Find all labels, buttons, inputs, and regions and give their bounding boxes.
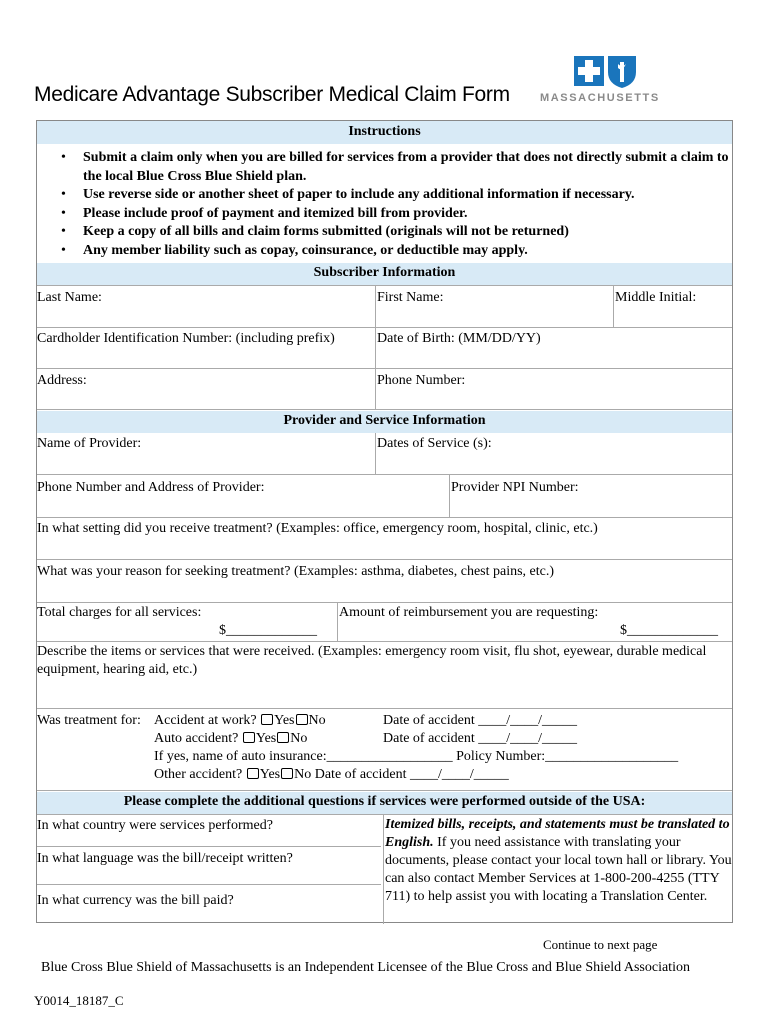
- phone-number-field[interactable]: Phone Number:: [377, 373, 466, 388]
- treatment-setting-field[interactable]: In what setting did you receive treatment? (Examples: office, emergency room, hospital, clinic, etc.): [37, 521, 598, 536]
- instructions-heading: Instructions: [37, 121, 732, 144]
- subscriber-heading: Subscriber Information: [37, 263, 732, 285]
- translation-note: [385, 816, 733, 906]
- auto-accident-no-checkbox[interactable]: [277, 732, 289, 743]
- licensee-statement: Blue Cross Blue Shield of Massachusetts is an Independent Licensee of the Blue Cross and Blue Shield Association: [41, 960, 690, 975]
- auto-accident-label: Auto accident?: [154, 731, 239, 746]
- instruction-item: • Use reverse side or another sheet of paper to include any additional information if necessary.: [61, 186, 731, 205]
- bill-currency-field[interactable]: In what currency was the bill paid?: [37, 893, 234, 908]
- bill-language-field[interactable]: In what language was the bill/receipt written?: [37, 851, 293, 866]
- treatment-for-label: Was treatment for:: [37, 713, 141, 728]
- yes-label: Yes: [274, 713, 295, 728]
- auto-accident-date-field[interactable]: Date of accident ____/____/_____: [383, 731, 578, 746]
- date-of-birth-field[interactable]: Date of Birth: (MM/DD/YY): [377, 331, 541, 346]
- instruction-item: • Please include proof of payment and itemized bill from provider.: [61, 205, 731, 224]
- middle-initial-field[interactable]: Middle Initial:: [615, 290, 697, 305]
- total-charges-label: Total charges for all services:: [37, 605, 202, 620]
- no-label: No: [294, 767, 312, 782]
- work-accident-label: Accident at work?: [154, 713, 257, 728]
- other-accident-yes-checkbox[interactable]: [247, 768, 259, 779]
- last-name-field[interactable]: Last Name:: [37, 290, 102, 305]
- instruction-item: • Keep a copy of all bills and claim forms submitted (originals will not be returned): [61, 223, 731, 242]
- no-label: No: [290, 731, 308, 746]
- form-title: Medicare Advantage Subscriber Medical Claim Form: [34, 83, 510, 106]
- other-accident-label: Other accident?: [154, 767, 243, 782]
- instruction-item: • Any member liability such as copay, coinsurance, or deductible may apply.: [61, 242, 731, 261]
- work-accident-date-field[interactable]: Date of accident ____/____/_____: [383, 713, 578, 728]
- other-accident-no-checkbox[interactable]: [281, 768, 293, 779]
- bcbs-logo: [540, 54, 670, 106]
- dates-of-service-field[interactable]: Dates of Service (s):: [377, 436, 492, 451]
- claim-form: [36, 120, 733, 923]
- other-accident-date-field[interactable]: Date of accident ____/____/_____: [314, 767, 509, 782]
- reimbursement-label: Amount of reimbursement you are requesting:: [339, 605, 599, 620]
- services-description-field[interactable]: Describe the items or services that were received. (Examples: emergency room visit, flu shot, eyewear, durable medical equipment, hearing aid, etc.): [37, 644, 707, 677]
- instructions-list: [61, 149, 731, 260]
- yes-label: Yes: [259, 767, 281, 782]
- instruction-item: • Submit a claim only when you are billed for services from a provider that does not directly submit a claim to the local Blue Cross Blue Shield plan.: [61, 149, 731, 186]
- logo-text: MASSACHUSETTS: [540, 92, 660, 104]
- cross-shield-logo-icon: [574, 54, 638, 88]
- treatment-reason-field[interactable]: What was your reason for seeking treatment? (Examples: asthma, diabetes, chest pains, etc.): [37, 564, 555, 579]
- service-country-field[interactable]: In what country were services performed?: [37, 818, 273, 833]
- outside-usa-heading: Please complete the additional questions if services were performed outside of the USA:: [37, 792, 732, 814]
- work-accident-no-checkbox[interactable]: [296, 714, 308, 725]
- provider-heading: Provider and Service Information: [37, 411, 732, 433]
- reimbursement-input[interactable]: $_____________: [620, 623, 718, 638]
- provider-npi-field[interactable]: Provider NPI Number:: [451, 480, 579, 495]
- address-field[interactable]: Address:: [37, 373, 87, 388]
- translation-note-text: If you need assistance with translating your documents, please contact your local town hall or library. You can also contact Member Services at 1-800-200-4255 (TTY 711) to help assist you with locating a Translation Center.: [385, 835, 732, 904]
- total-charges-input[interactable]: $_____________: [219, 623, 317, 638]
- other-accident-row: [154, 766, 509, 783]
- translation-note-emphasis: Itemized bills, receipts, and statements must be translated to English.: [385, 817, 730, 850]
- cardholder-id-field[interactable]: Cardholder Identification Number: (including prefix): [37, 331, 335, 346]
- yes-label: Yes: [255, 731, 277, 746]
- no-label: No: [308, 713, 326, 728]
- provider-phone-address-field[interactable]: Phone Number and Address of Provider:: [37, 480, 265, 495]
- provider-name-field[interactable]: Name of Provider:: [37, 436, 142, 451]
- continue-note: Continue to next page: [543, 937, 658, 952]
- auto-insurance-field[interactable]: If yes, name of auto insurance:__________________ Policy Number:___________________: [154, 749, 679, 764]
- work-accident-row: [154, 712, 326, 729]
- work-accident-yes-checkbox[interactable]: [261, 714, 273, 725]
- auto-accident-row: [154, 730, 307, 747]
- form-code: Y0014_18187_C: [34, 993, 124, 1008]
- first-name-field[interactable]: First Name:: [377, 290, 444, 305]
- auto-accident-yes-checkbox[interactable]: [243, 732, 255, 743]
